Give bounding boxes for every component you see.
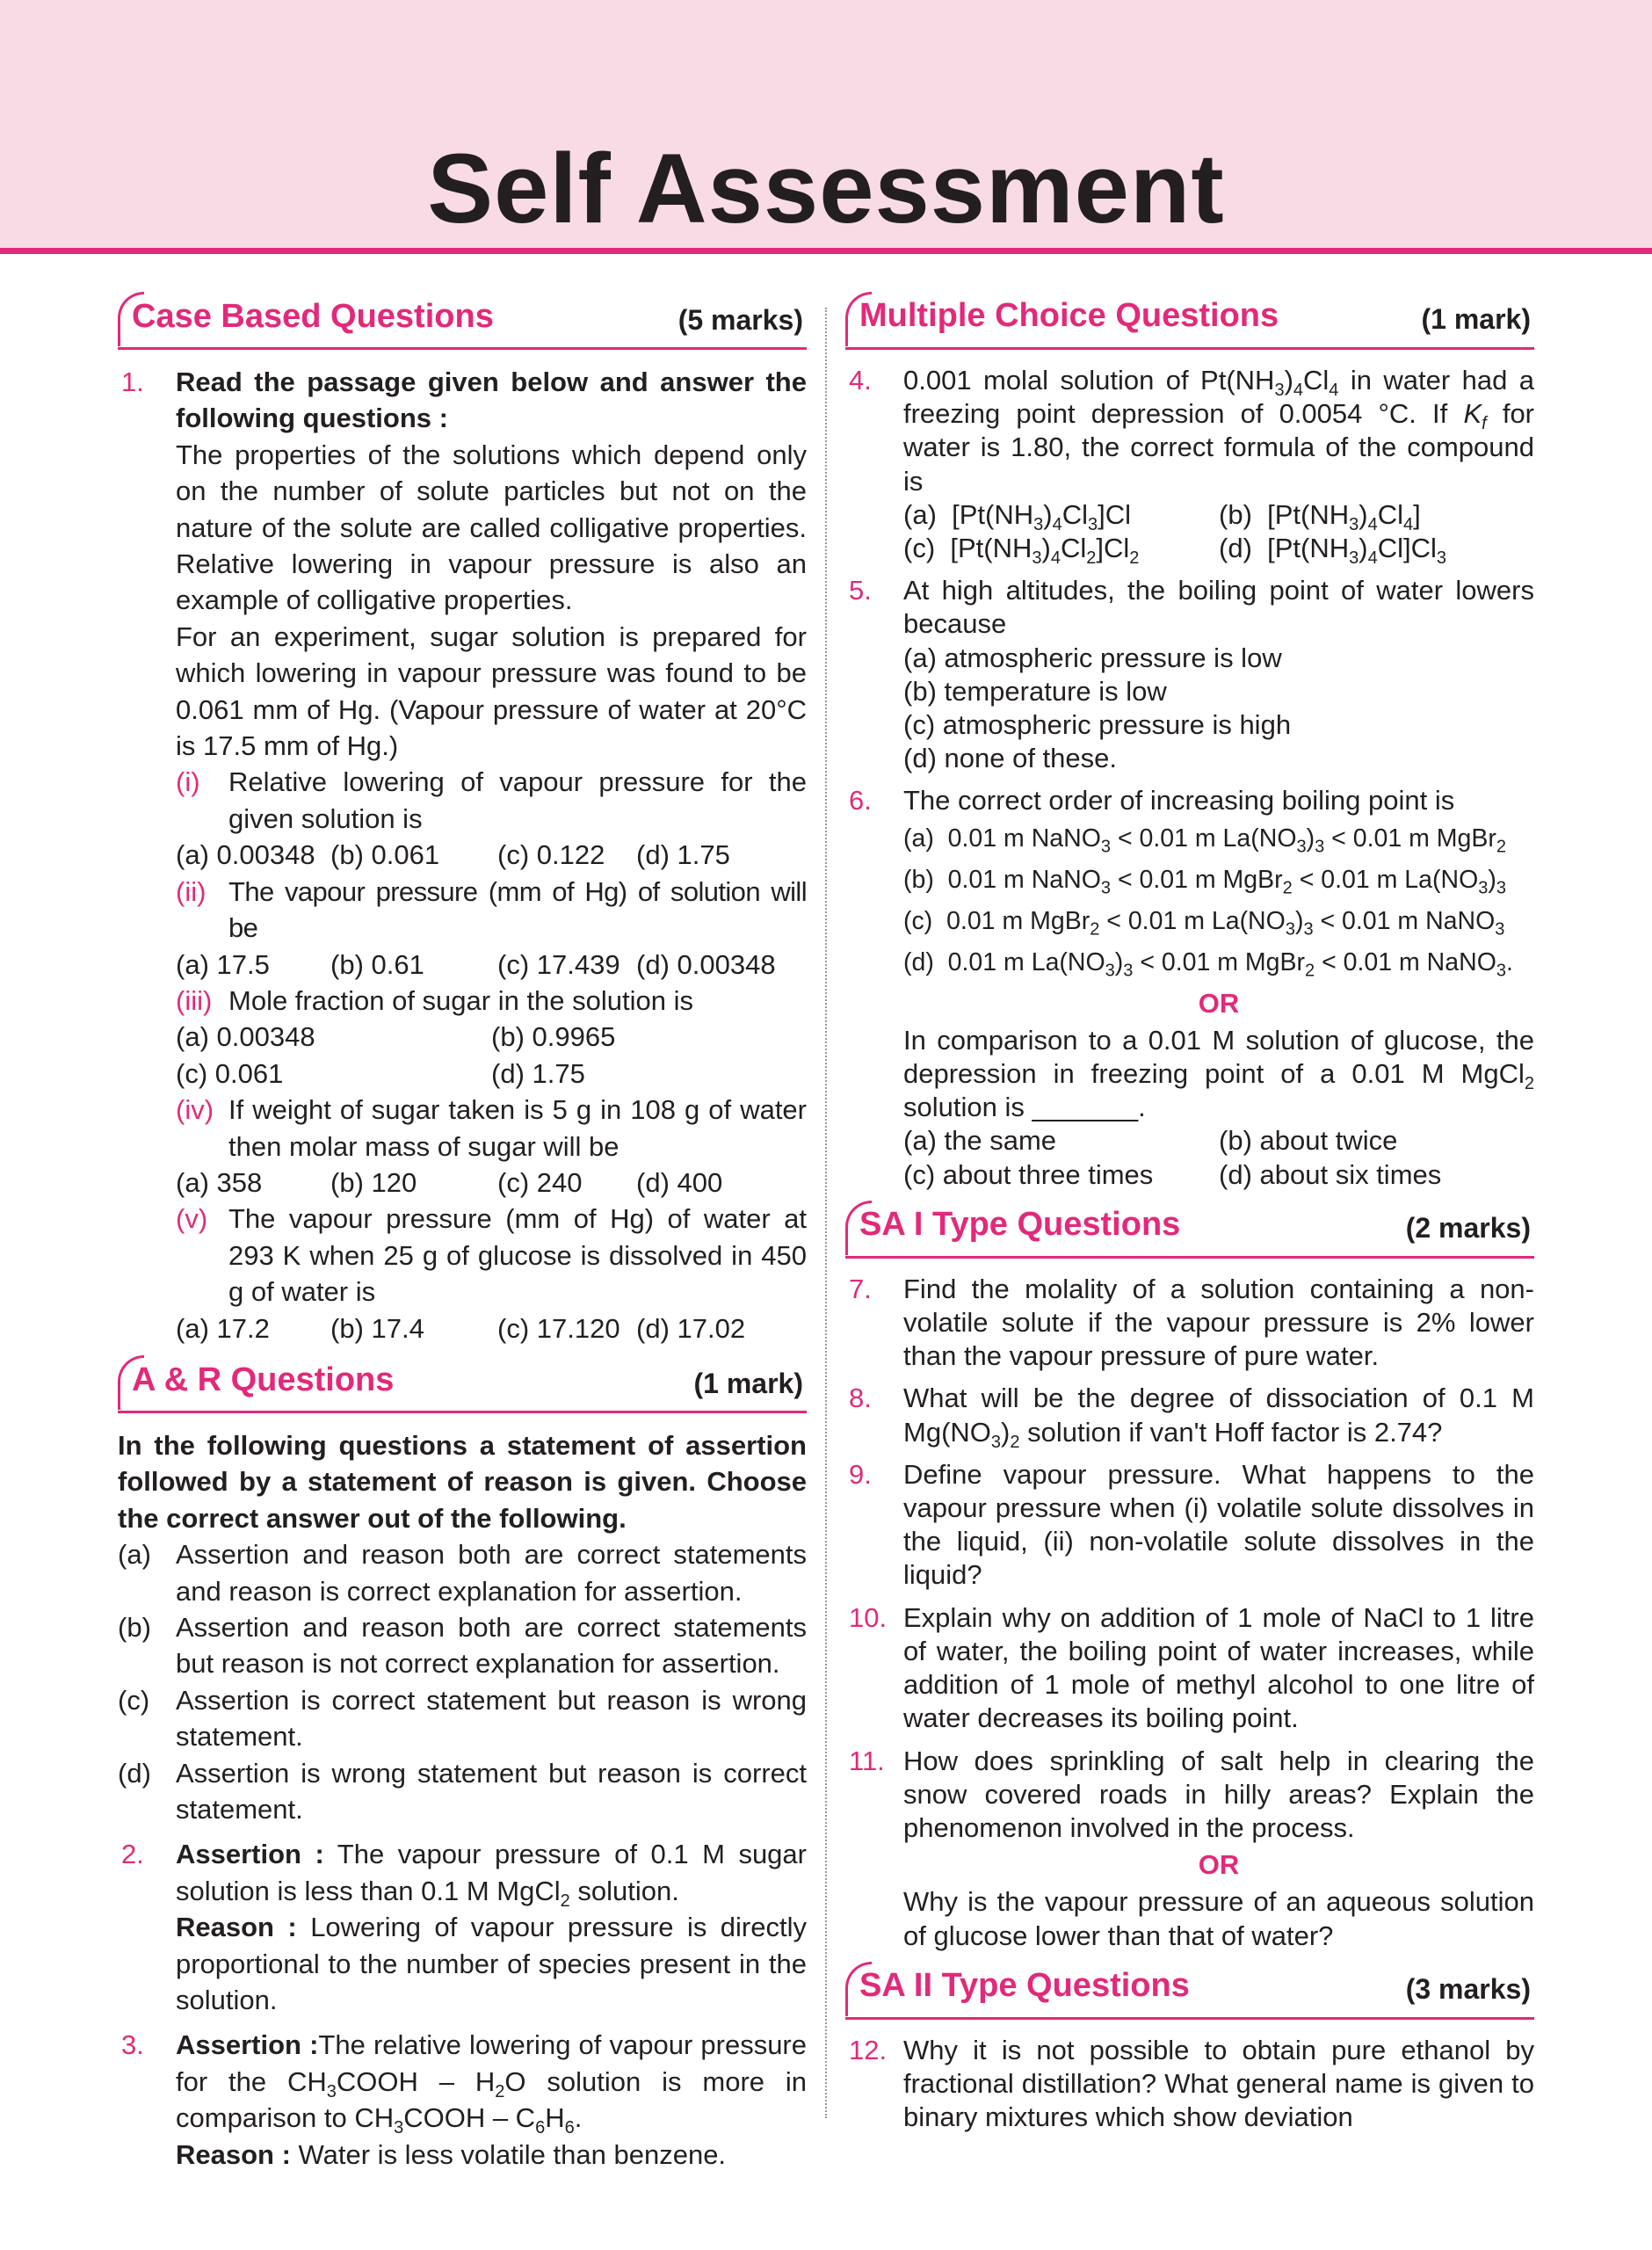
option: (c) 0.01 m MgBr$_2$ < 0.01 m $La(NO_3)_3 < 0.01$ m NaNO$_3$ [903,906,1505,940]
question-number: 7. [849,1273,872,1304]
assertion-text: H [545,2102,565,2134]
ar-option [118,1609,807,1682]
question-number: 2. [121,1839,144,1870]
reason-label: Reason : [176,1912,297,1943]
assertion-text: COOH – H [336,2065,496,2097]
section-header-case-based [118,292,807,350]
passage-paragraph: For an experiment, sugar solution is prepared for which lowering in vapour pressure was found to be 0.061 mm of Hg. (Vapour pressure of water at 20°C is 17.5 mm of Hg.) [176,621,807,762]
reason [176,1909,807,2018]
header-rule [0,248,1652,254]
spacer [845,1373,1534,1382]
assertion-text: COOH – C [403,2102,536,2134]
assertion-text: . [574,2102,583,2134]
ar-option [118,1682,807,1755]
ar-option-text: Assertion is wrong statement but reason is correct statement. [176,1757,807,1825]
question-text: Explain why on addition of 1 mole of NaCl to 1 litre of water, the boiling point of water increases, while addition of 1 mole of methyl alcohol to one litre of water decreases its boiling point. [903,1601,1534,1734]
option: (a) 0.01 m NaNO$_3$ < 0.01 m $La(NO_3)_3 < 0.01$ m MgBr$_2$ [903,824,1506,857]
subscript: 3 [394,2118,404,2138]
option: (b) 0.01 m NaNO$_3$ < 0.01 m MgBr$_2$ < 0.01 m $La(NO_3)_3$ [903,865,1506,898]
spacer [118,2018,807,2027]
ar-option [118,1536,807,1609]
question-4 [845,364,1535,569]
subscript: 3 [990,1432,1002,1452]
option: (a) 17.5 [176,948,270,980]
section-title: SA II Type Questions [859,1966,1190,2004]
spacer [118,1827,807,1836]
option: (a) 0.00348 [176,1021,315,1053]
question-7 [845,1273,1534,1374]
spacer [845,1593,1534,1601]
option: (b) 120 [330,1166,417,1198]
option: (b) 17.4 [330,1312,424,1344]
sub-question [176,1201,807,1310]
assertion-label: Assertion : [176,2029,319,2061]
question-text: Find the molality of a solution containing a non-volatile solute if the vapour pressure is 2% lower than the vapour pressure of pure water. [903,1273,1534,1372]
sub-question-number: (ii) [176,875,206,907]
column-divider [825,308,827,2118]
option: (d) 0.00348 [636,948,776,980]
question-number: 8. [849,1383,872,1414]
option: (b) temperature is low [903,675,1167,707]
question-9 [845,1458,1534,1593]
question-3 [118,2027,807,2173]
spacer [845,565,1534,574]
reason-text: Lowering of vapour pressure is directly proportional to the number of species present in the solution. [176,1912,807,2016]
option-grid [903,1124,1534,1191]
question-number: 5. [849,575,872,606]
sub-question-number: (i) [176,766,200,798]
section-title: SA I Type Questions [859,1205,1181,1243]
option-row [176,837,807,873]
question-text: The correct order of increasing boiling point is [903,785,1455,817]
sub-question [176,983,807,1019]
spacer [845,1192,1534,1201]
sub-question-number: (iv) [176,1094,214,1126]
question-text [903,1024,1534,1125]
page-title: Self Assessment [427,134,1225,243]
spacer [845,1736,1534,1745]
ar-option-letter: (c) [118,1684,150,1716]
assertion [176,1836,807,1912]
option: (b) about twice [1219,1125,1398,1157]
question-6 [845,784,1534,1191]
question-text-part: ) [1001,1416,1011,1448]
sub-question-number: (v) [176,1203,208,1235]
question-text: Define vapour pressure. What happens to the vapour pressure when (i) volatile solute dissolves in the liquid, (ii) non-volatile solute dissolves in the liquid? [903,1458,1534,1591]
option: (b) 0.61 [330,948,424,980]
subscript: 6 [564,2118,575,2138]
reason-label: Reason : [176,2138,291,2170]
option: (d) about six times [1219,1158,1442,1190]
assertion-text: solution. [569,1875,679,1906]
option: (d) 1.75 [491,1057,585,1089]
question-text-part: What will be the degree of dissociation of 0.1 M Mg(NO [903,1383,1534,1448]
option: (d) 400 [636,1166,723,1198]
subscript: 2 [1524,1074,1534,1094]
sub-question-text: Relative lowering of vapour pressure for the given solution is [228,766,807,834]
ar-option [118,1755,807,1828]
sub-question [176,1092,807,1165]
subscript: 6 [535,2118,546,2138]
question-5 [845,574,1534,775]
question-text-part: In comparison to a 0.01 M solution of glucose, the depression in freezing point of a 0.01 M MgCl [903,1024,1534,1090]
ar-option-letter: (a) [118,1539,151,1571]
ar-option-letter: (b) [118,1612,151,1643]
question-1 [118,364,807,1346]
subscript: 2 [1010,1432,1020,1452]
spacer [845,1449,1534,1458]
assertion [176,2027,807,2136]
option: (d) 0.01 m $La(NO_3)_3 < 0.01$ m MgBr$_2$ < 0.01 m NaNO$_3$. [903,947,1513,981]
section-marks: (1 mark) [693,1367,803,1399]
ar-option-text: Assertion and reason both are correct statements but reason is not correct explanation for assertion. [176,1612,807,1680]
option-row [176,947,807,983]
subscript: 2 [495,2082,505,2102]
option: (d) $[Pt(NH_3)_4Cl]Cl_3$ [1219,533,1446,569]
section-header-mcq [845,292,1534,350]
assertion-text: O solution is more in comparison to CH [176,2065,808,2134]
option: (d) 17.02 [636,1312,746,1344]
option: (c) 0.122 [497,839,605,871]
spacer [845,775,1534,784]
question-text-part: solution if van't Hoff factor is 2.74? [1019,1416,1443,1448]
question-text: At high altitudes, the boiling point of water lowers because [903,575,1534,640]
section-marks: (3 marks) [1405,1972,1531,2005]
question-text: Why it is not possible to obtain pure ethanol by fractional distillation? What general name is given to binary mixtures which show deviation [903,2034,1534,2133]
subscript: 2 [560,1891,570,1912]
assertion-label: Assertion : [176,1839,324,1870]
option: (d) 1.75 [636,839,730,871]
spacer [118,1346,807,1355]
sub-question-text: If weight of sugar taken is 5 g in 108 g of water then molar mass of sugar will be [228,1094,807,1162]
question-text: Why is the vapour pressure of an aqueous solution of glucose lower than that of water? [903,1886,1534,1951]
ar-option-text: Assertion and reason both are correct statements and reason is correct explanation for assertion. [176,1539,807,1607]
option: (c) $[Pt(NH_3)_4Cl_2]Cl_2$ [903,533,1140,569]
section-marks: (2 marks) [1405,1211,1531,1244]
question-text: How does sprinkling of salt help in clearing the snow covered roads in hilly areas? Explain the phenomenon involved in the process. [903,1745,1534,1843]
option: (a) $[Pt(NH_3)_4Cl_3]Cl$ [903,498,1131,534]
reason-text: Water is less volatile than benzene. [298,2138,727,2170]
question-number: 11. [849,1745,885,1776]
section-title: Case Based Questions [132,298,494,335]
section-marks: (1 mark) [1421,303,1531,335]
question-number: 6. [849,785,872,817]
option: (c) 17.120 [497,1312,620,1344]
option: (c) 17.439 [497,948,620,980]
option-grid [903,498,1534,569]
section-header-sa2 [845,1962,1534,2020]
subscript: 3 [326,2082,337,2102]
assertion-text: The relative lowering of vapour pressure for the CH [176,2029,807,2097]
question-lead: Read the passage given below and answer the following questions : [176,367,807,434]
option: (c) 0.061 [176,1057,284,1089]
sub-question [176,764,807,837]
or-label: OR [1198,1849,1240,1881]
sub-question-text: The vapour pressure (mm of Hg) of solution will be [228,875,807,944]
question-12 [845,2034,1534,2135]
question-text [903,1382,1534,1452]
ar-option-text: Assertion is correct statement but reason is wrong statement. [176,1684,807,1753]
option-grid [176,1019,807,1092]
option: (a) atmospheric pressure is low [903,642,1282,673]
left-column [118,292,807,2173]
sub-question-text: Mole fraction of sugar in the solution is [228,984,693,1016]
sub-question-number: (iii) [176,984,213,1016]
option: (d) none of these. [903,743,1117,774]
spacer [845,1953,1534,1962]
option: (c) atmospheric pressure is high [903,709,1292,741]
question-2 [118,1836,807,2018]
option: (b) 0.061 [330,839,440,871]
option-list [903,818,1534,983]
question-text: 0.001 molal solution of $Pt(NH_3)_4Cl_4$ in water had a freezing point depression of 0.0054 °C. If $K_f$ for water is 1.80, the correct formula of the compound is [903,365,1535,497]
or-label: OR [1198,987,1240,1019]
ar-option-letter: (d) [118,1757,151,1789]
question-10 [845,1601,1534,1736]
section-marks: (5 marks) [677,304,803,336]
section-title: A & R Questions [132,1361,395,1398]
passage-paragraph: The properties of the solutions which depend only on the number of solute particles but not on the nature of the solute are called colligative properties. Relative lowering in vapour pressure is also an example of colligative properties. [176,439,807,616]
section-header-ar [118,1355,807,1413]
question-number: 4. [849,365,872,396]
ar-instructions: In the following questions a statement of assertion followed by a statement of reason is given. Choose the correct answer out of the following. [118,1429,807,1534]
reason [176,2137,807,2173]
assertion-text: The vapour pressure of 0.1 M sugar solution is less than 0.1 M MgCl [176,1839,807,1906]
option: (b) $[Pt(NH_3)_4Cl_4]$ [1219,498,1421,534]
option: (a) 17.2 [176,1312,270,1344]
question-number: 12. [849,2034,888,2065]
section-title: Multiple Choice Questions [859,297,1279,334]
question-number: 10. [849,1601,888,1633]
option-row [176,1165,807,1201]
option: (a) 358 [176,1166,263,1198]
option: (a) the same [903,1125,1057,1157]
right-column [845,292,1534,2134]
section-header-sa1 [845,1201,1534,1259]
option: (c) about three times [903,1158,1154,1190]
option: (b) 0.9965 [491,1021,616,1053]
option: (c) 240 [497,1166,583,1198]
option: (a) 0.00348 [176,839,315,871]
sub-question-text: The vapour pressure (mm of Hg) of water at 293 K when 25 g of glucose is dissolved in 450 g of water is [228,1203,807,1308]
question-number: 9. [849,1458,872,1490]
option-row [176,1310,807,1346]
question-number: 3. [121,2029,144,2061]
sub-question [176,874,807,947]
question-text-part: solution is _______. [903,1092,1146,1123]
question-number: 1. [121,367,144,397]
question-11 [845,1745,1534,1953]
question-8 [845,1382,1534,1452]
